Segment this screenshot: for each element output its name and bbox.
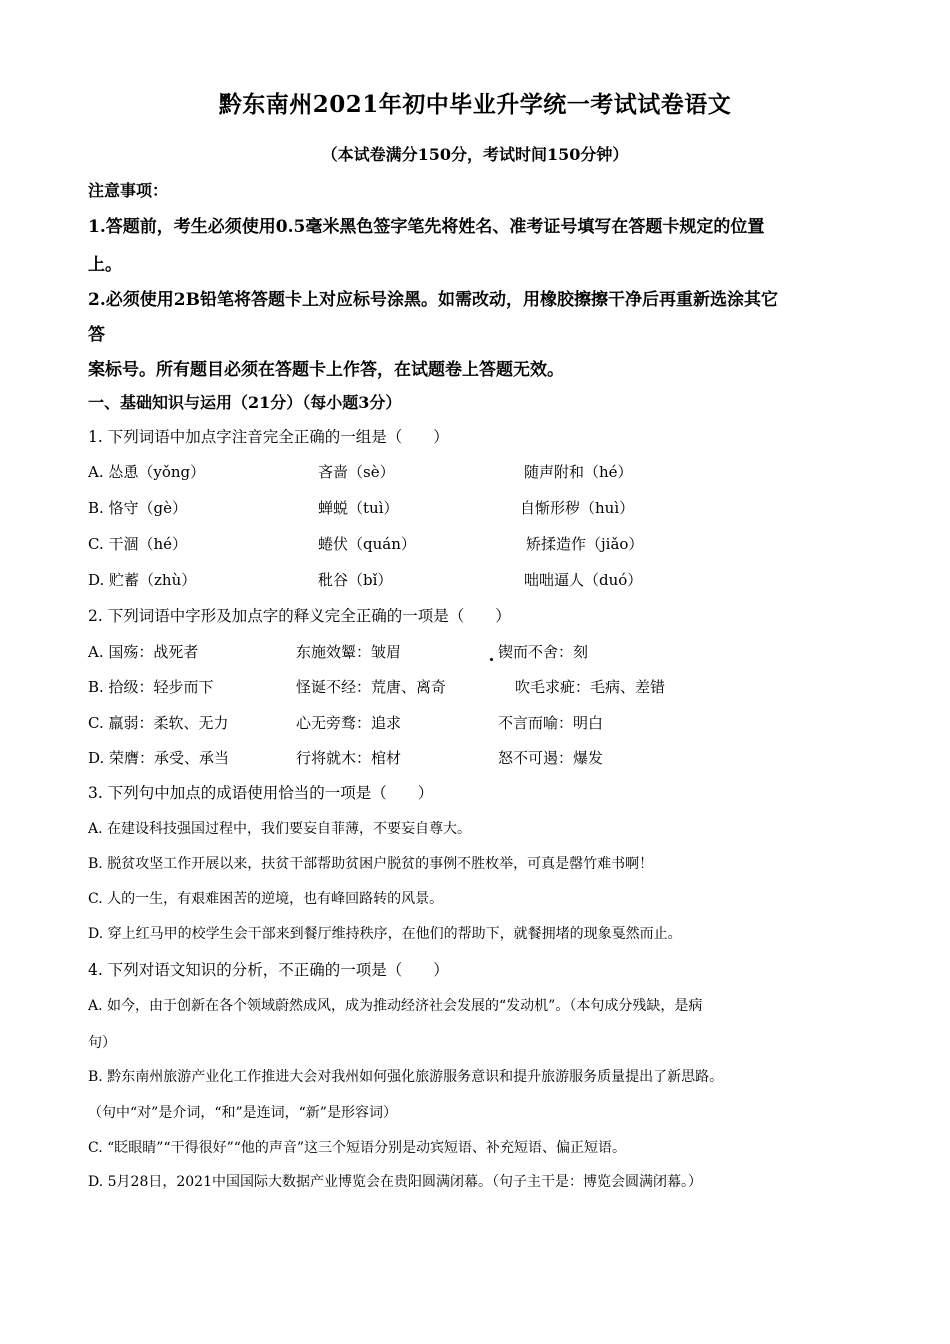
q1-option-a-word3: 随声附和（hé） xyxy=(524,463,633,481)
q4-option-b-line2: （句中“对”是介词，“和”是连词，“新”是形容词） xyxy=(88,1105,397,1121)
notice-line-3: 案标号。所有题目必须在答题卡上作答，在试题卷上答题无效。 xyxy=(88,360,564,380)
q4-option-d: D. 5月28日，2021中国国际大数据产业博览会在贵阳圆满闭幕。（句子主干是：博览会圆满闭幕。） xyxy=(88,1174,702,1190)
q1-option-b: B. 恪守（gè） xyxy=(88,499,188,517)
q3-option-a: A. 在建设科技强国过程中，我们要妄自菲薄，不要妄自尊大。 xyxy=(88,821,472,837)
q1-option-c-word3: 矫揉造作（jiǎo） xyxy=(526,535,644,553)
exam-title: 黔东南州2021年初中毕业升学统一考试试卷语文 xyxy=(218,91,732,118)
q2-option-b-word2: 怪诞不经：荒唐、离奇 xyxy=(296,678,447,696)
q4-option-c: C. “眨眼睛”“干得很好”“他的声音”这三个短语分别是动宾短语、补充短语、偏正短语。 xyxy=(88,1140,627,1156)
notice-line-2b: 答 xyxy=(88,325,105,345)
q2-option-c: C. 羸弱：柔软、无力 xyxy=(88,714,229,732)
q1-option-d-word2: 秕谷（bǐ） xyxy=(318,571,393,589)
q1-option-d-word3: 咄咄逼人（duó） xyxy=(524,571,643,589)
q2-option-d-word2: 行将就木：棺材 xyxy=(296,749,402,767)
q3-option-d: D. 穿上红马甲的校学生会干部来到餐厅维持秩序，在他们的帮助下，就餐拥堵的现象戛然而止。 xyxy=(88,926,682,942)
q1-option-c-word2: 蜷伏（quán） xyxy=(318,535,416,553)
q1-option-d: D. 贮蓄（zhù） xyxy=(88,571,197,589)
q4-option-a-line2: 句） xyxy=(88,1035,116,1051)
q3-option-c: C. 人的一生，有艰难困苦的逆境，也有峰回路转的风景。 xyxy=(88,891,444,907)
q1-option-a: A. 怂恿（yǒng） xyxy=(88,463,206,481)
q2-stem: 2. 下列词语中字形及加点字的释义完全正确的一项是（ ） xyxy=(88,607,511,625)
q2-option-a-word2: 东施效颦：皱眉 xyxy=(296,643,402,661)
q2-option-c-word3: 不言而喻：明白 xyxy=(498,714,604,732)
q4-option-a-line1: A. 如今，由于创新在各个领域蔚然成风，成为推动经济社会发展的“发动机”。（本句成分残缺，是病 xyxy=(88,998,703,1014)
q1-option-a-word2: 吝啬（sè） xyxy=(318,463,395,481)
q1-option-c: C. 干涸（hé） xyxy=(88,535,188,553)
notice-line-1b: 上。 xyxy=(88,255,122,275)
q2-option-b-word3: 吹毛求疵：毛病、差错 xyxy=(515,678,666,696)
emphasis-dot xyxy=(490,658,493,661)
exam-subtitle: （本试卷满分150分，考试时间150分钟） xyxy=(321,145,629,164)
q1-option-b-word2: 蝉蜕（tuì） xyxy=(318,499,399,517)
notice-heading: 注意事项： xyxy=(88,181,169,200)
q2-option-b: B. 拾级：轻步而下 xyxy=(88,678,214,696)
q3-stem: 3. 下列句中加点的成语使用恰当的一项是（ ） xyxy=(88,784,434,802)
q2-option-a: A. 国殇：战死者 xyxy=(88,643,199,661)
q2-option-d-word3: 怒不可遏：爆发 xyxy=(498,749,604,767)
q2-option-c-word2: 心无旁骛：追求 xyxy=(296,714,402,732)
q3-option-b: B. 脱贫攻坚工作开展以来，扶贫干部帮助贫困户脱贫的事例不胜枚举，可真是罄竹难书啊！ xyxy=(88,856,654,872)
q4-stem: 4. 下列对语文知识的分析，不正确的一项是（ ） xyxy=(88,961,449,979)
q1-option-b-word3: 自惭形秽（huì） xyxy=(520,499,635,517)
section-heading: 一、基础知识与运用（21分）（每小题3分） xyxy=(88,393,402,412)
q2-option-d: D. 荣膺：承受、承当 xyxy=(88,749,230,767)
q2-option-a-word3: 锲而不舍：刻 xyxy=(498,643,589,661)
notice-line-1a: 1.答题前，考生必须使用0.5毫米黑色签字笔先将姓名、准考证号填写在答题卡规定的位置 xyxy=(88,217,765,237)
q4-option-b-line1: B. 黔东南州旅游产业化工作推进大会对我州如何强化旅游服务意识和提升旅游服务质量提出了新思路。 xyxy=(88,1069,724,1085)
notice-line-2a: 2.必须使用2B铅笔将答题卡上对应标号涂黑。如需改动，用橡胶擦擦干净后再重新选涂其它 xyxy=(88,290,778,310)
q1-stem: 1. 下列词语中加点字注音完全正确的一组是（ ） xyxy=(88,428,449,446)
